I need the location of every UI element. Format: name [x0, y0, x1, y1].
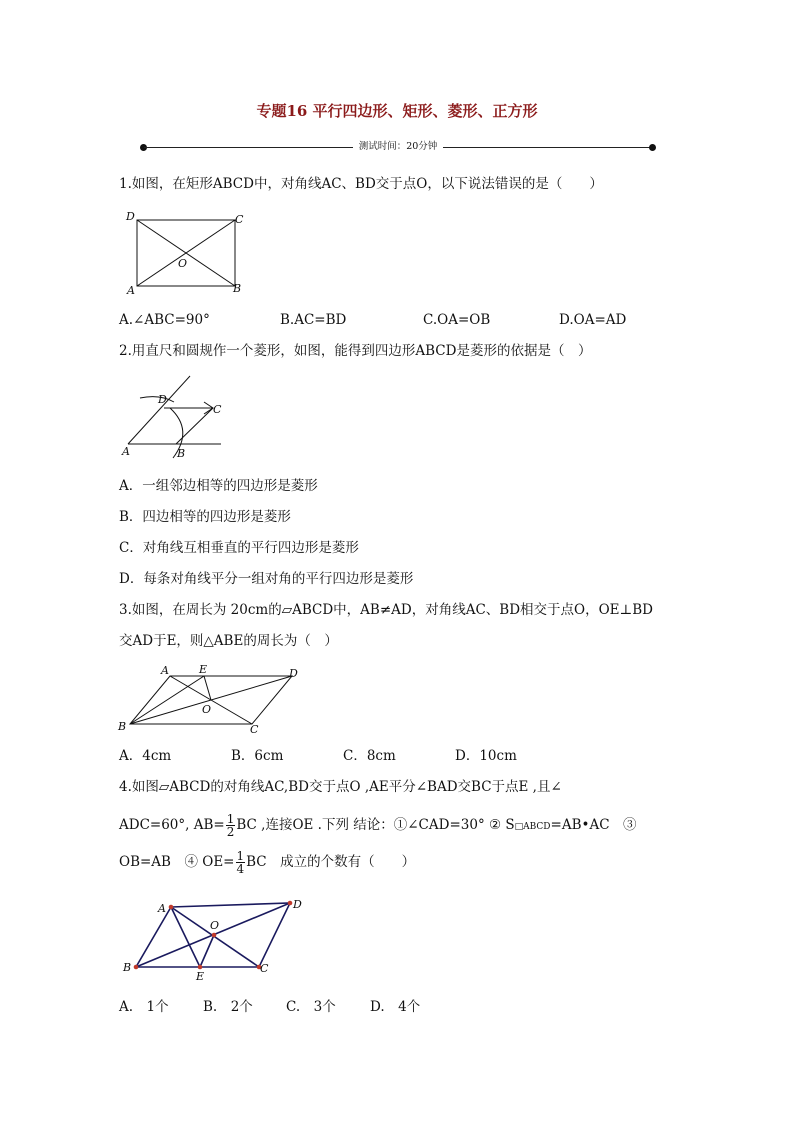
- q1-option-a[interactable]: A.∠ABC=90°: [119, 312, 210, 328]
- q2-stem: 2.用直尺和圆规作一个菱形，如图，能得到四边形ABCD是菱形的依据是（ ）: [119, 343, 592, 359]
- q3-option-c[interactable]: C．8cm: [343, 748, 396, 764]
- q4-line2-sub: □ABCD: [514, 822, 551, 832]
- q2-option-c[interactable]: C．对角线互相垂直的平行四边形是菱形: [119, 540, 359, 556]
- q4-line2: [119, 812, 637, 840]
- q4-option-b[interactable]: B. 2个: [203, 999, 253, 1015]
- q1-option-c[interactable]: C.OA=OB: [423, 312, 491, 328]
- q2-label-B: B: [177, 447, 186, 460]
- q3-figure-parallelogram: [116, 660, 306, 736]
- q4-line3-b: BC 成立的个数有（ ）: [246, 854, 416, 870]
- q2-label-C: C: [213, 403, 222, 416]
- q4-figure-parallelogram: [118, 893, 308, 985]
- q4-line2-b: BC ,连接OE .下列 结论：①∠CAD=30° ② S: [236, 817, 515, 833]
- q2-option-b[interactable]: B．四边相等的四边形是菱形: [119, 509, 291, 525]
- q4-line1: 4.如图▱ABCD的对角线AC,BD交于点O ,AE平分∠BAD交BC于点E ,且∠: [119, 779, 562, 795]
- q2-figure-rhombus-construction: [118, 372, 228, 462]
- q4-line2-c: =AB•AC ③: [550, 817, 637, 833]
- q1-option-d[interactable]: D.OA=AD: [559, 312, 627, 328]
- q4-label-C: C: [260, 962, 269, 975]
- q3-label-A: A: [161, 664, 169, 677]
- test-time-bar: [140, 140, 656, 154]
- q4-label-B: B: [123, 961, 132, 974]
- q4-fraction-quarter: [236, 850, 246, 875]
- q4-line2-a: ADC=60°, AB=: [119, 817, 225, 833]
- test-time-text: 测试时间：20分钟: [353, 141, 444, 152]
- q2-label-D: D: [158, 393, 167, 406]
- q3-label-E: E: [199, 663, 208, 676]
- q4-frac1-num: 1: [226, 812, 235, 826]
- q4-label-A: A: [158, 902, 166, 915]
- q1-stem: 1.如图，在矩形ABCD中，对角线AC、BD交于点O，以下说法错误的是（ ）: [119, 176, 603, 192]
- q4-label-E: E: [196, 970, 205, 983]
- q4-frac1-den: 2: [226, 825, 235, 839]
- q3-label-D: D: [289, 667, 298, 680]
- q1-label-B: B: [233, 282, 242, 295]
- page-title: 专题16 平行四边形、矩形、菱形、正方形: [256, 102, 538, 120]
- q3-option-d[interactable]: D．10cm: [455, 748, 517, 764]
- q2-label-A: A: [122, 445, 130, 458]
- q2-option-d[interactable]: D．每条对角线平分一组对角的平行四边形是菱形: [119, 571, 414, 587]
- q3-option-a[interactable]: A．4cm: [119, 748, 172, 764]
- q4-option-c[interactable]: C. 3个: [286, 999, 336, 1015]
- q3-stem-line2: 交AD于E，则△ABE的周长为（ ）: [119, 633, 338, 649]
- q1-figure-rectangle: [118, 208, 258, 298]
- q3-label-B: B: [118, 720, 127, 733]
- q4-frac2-num: 1: [236, 849, 245, 863]
- q3-label-O: O: [202, 703, 212, 716]
- q3-label-C: C: [250, 723, 259, 736]
- q4-fraction-half: [226, 813, 236, 838]
- q4-label-O: O: [210, 919, 220, 932]
- q4-frac2-den: 4: [236, 862, 245, 876]
- q4-option-d[interactable]: D. 4个: [370, 999, 421, 1015]
- q3-stem-line1: 3.如图，在周长为 20cm的▱ABCD中，AB≠AD，对角线AC、BD相交于点O，OE⊥BD: [119, 602, 653, 618]
- q1-label-A: A: [127, 284, 135, 297]
- q2-option-a[interactable]: A．一组邻边相等的四边形是菱形: [119, 478, 318, 494]
- q4-line3: [119, 849, 415, 875]
- q1-label-C: C: [235, 213, 244, 226]
- q4-option-a[interactable]: A. 1个: [119, 999, 169, 1015]
- q1-label-O: O: [178, 257, 188, 270]
- q4-label-D: D: [293, 898, 302, 911]
- q3-option-b[interactable]: B．6cm: [231, 748, 284, 764]
- q4-line3-a: OB=AB ④ OE=: [119, 854, 235, 870]
- q1-label-D: D: [126, 210, 135, 223]
- q1-option-b[interactable]: B.AC=BD: [280, 312, 347, 328]
